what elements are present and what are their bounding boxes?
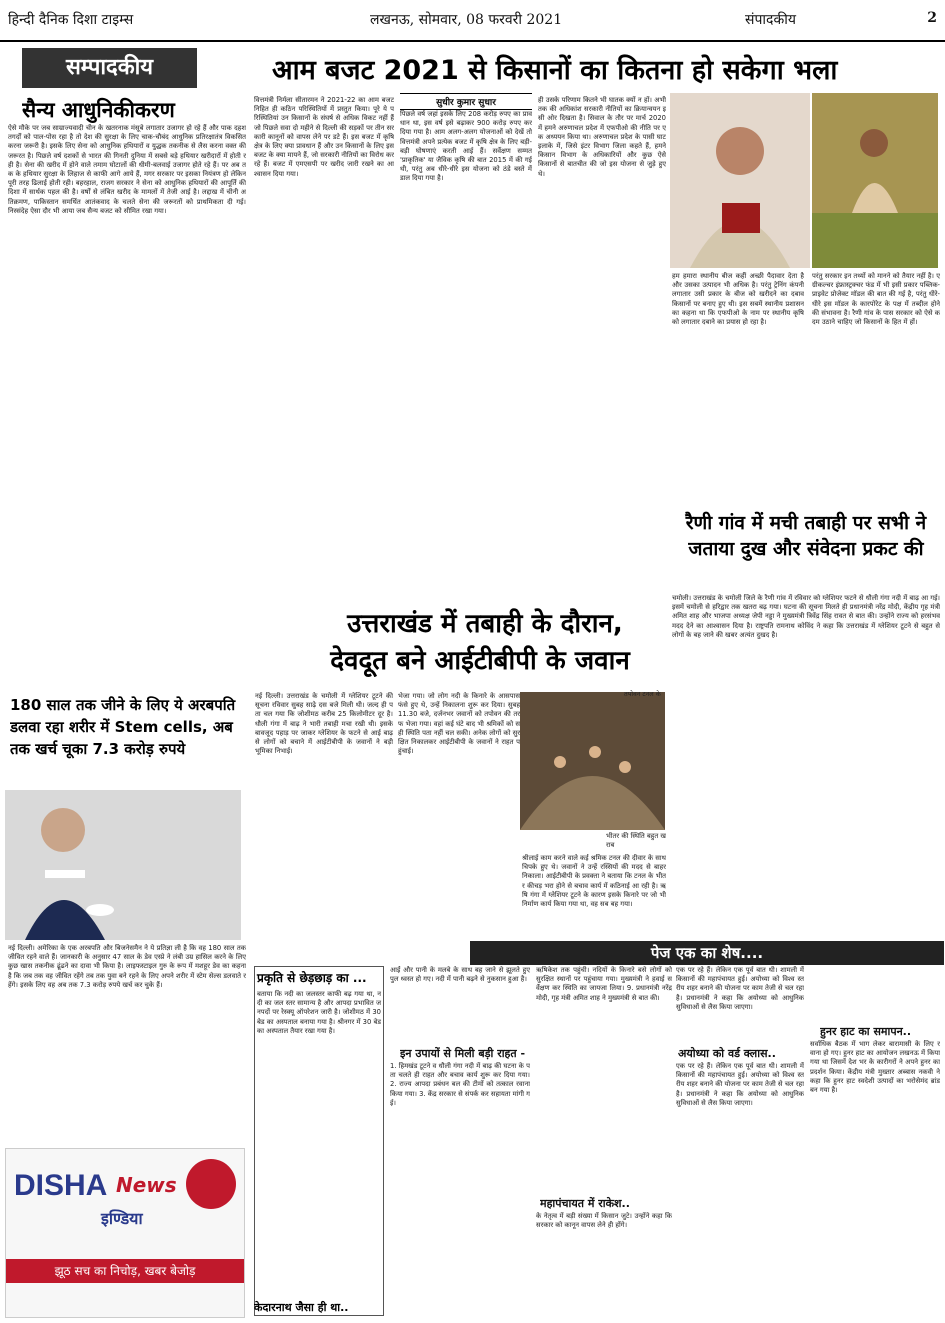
editorial-banner: सम्पादकीय <box>22 48 197 88</box>
budget-col3: ही उसके परिणाम कितने भी घातक क्यों न हों। अभी तक की अधिकांश सरकारी नीतियों का क्रियान्वयन इसी ओर दिखता है। सिवाल के तौर पर मार्च 2020 में हमने अरुणाचल प्रदेश में एफपीओ की नीति पर एक अध्ययन किया था। अरुणाचल प्रदेश के पासी घाट इलाके में, जिसे इंटर विभाग जिला कहते हैं, हमने किसान विभाग के अधिकारियों और कुछ ऐसे किसानों से बातचीत की जो इस योजना से जुड़े हुए थे। <box>538 96 666 178</box>
section-label: संपादकीय <box>745 12 796 28</box>
finance-minister-photo <box>670 93 810 268</box>
budget-byline: सुधीर कुमार सुधार <box>400 93 532 110</box>
nature-col2: आईं और पानी के मलबे के साथ बह जाने से झूलते हुए पुल ध्वस्त हो गए। नदी में पानी बढ़ने से नुकसान हुआ है। <box>390 966 530 984</box>
hunar-body: सर्वाधिक बैठक में भाग लेकर बारामासी के लिए रवाना हो गए। हुनर हाट का आयोजन लखनऊ में किया गया था जिसमें देश भर के कारीगरों ने अपने हुनर का प्रदर्शन किया। केंद्रीय मंत्री मुख्तार अब्बास नकवी ने कहा कि हुनर हाट स्वदेशी उत्पादों का भरोसेमंद ब्रांड बन गया है। <box>810 1040 940 1095</box>
ad-brand: DISHA <box>14 1169 108 1202</box>
person-portrait-icon <box>5 790 241 940</box>
uttarakhand-col2: भेजा गया। जो लोग नदी के किनारे के आसपास फंसे हुए थे, उन्हें निकालना शुरू कर दिया। सुबह 11.30 बजे, दर्जनभर जवानों को तपोवन की तरफ भेजा गया। वहां कई घंटे बाद भी श्रमिकों को सही स्थिति पता नहीं चल सकी। अनेक लोगों को सुरक्षित निकालकर आईटीबीपी के जवानों ने राहत पहुंचाई। <box>398 692 520 756</box>
budget-headline: आम बजट 2021 से किसानों का कितना हो सकेगा भला <box>272 55 838 86</box>
mahapanchayat-body: के नेतृत्व में बड़ी संख्या में किसान जुटे। उन्होंने कहा कि सरकार को कानून वापस लेने ही होंगे। <box>536 1212 672 1230</box>
paper-name: हिन्दी दैनिक दिशा टाइम्स <box>8 12 134 28</box>
nature-body: बताया कि नदी का जलस्तर काफी बढ़ गया था, नदी का जल स्तर सामान्य है और आपदा प्रभावित जनपदों पर रेस्क्यू ऑपरेशन जारी है। जोशीमठ में 30 बेड का अस्पताल बनाया गया है। श्रीनगर में 30 बेड का अस्पताल तैयार रखा गया है। <box>257 990 381 1035</box>
ayodhya-lead: एक पर रहे हैं। लेकिन एक पूर्व बात थी। शामली में किसानों की महापंचायत हुई। अयोध्या को विश्व स्तरीय शहर बनाने की योजना पर काम तेजी से चल रहा है। प्रधानमंत्री ने कहा कि अयोध्या को आधुनिक सुविधाओं से लैस किया जाएगा। <box>676 966 804 1011</box>
uttarakhand-col1: नई दिल्ली। उत्तराखंड के चमोली में ग्लेशियर टूटने की सूचना रविवार सुबह साढ़े दस बजे मिली थी। जल्द ही पता चल गया कि जोशीमठ करीब 25 किलोमीटर दूर है। धौली गंगा में बाढ़ ने भारी तबाही मचा रखी थी। इसके बावजूद पहाड़ पर जाकर ग्लेशियर के फटने से आई बाढ़ से लोगों को बचाने में आईटीबीपी के जवानों ने बड़ी भूमिका निभाई। <box>255 692 393 756</box>
budget-col1: वित्तमंत्री निर्मला सीतारमन ने 2021-22 का आम बजट निहित ही कठिन परिस्थितियों में प्रस्तुत किया। पूरे ये परिस्थितियां उन किसानों के संघर्ष से अधिक विकट नहीं हैं जो पिछले सवा दो महीने से दिल्ली की सड़कों पर तीन सरकारी कानूनों को वापस लेने पर डटे हैं। इस बजट में कृषि क्षेत्र के लिए क्या प्रावधान हैं और उन किसानों के लिए इस बजट के क्या मायने हैं, जो सरकारी नीतियों का विरोध कर रहे हैं। बजट में एमएसपी पर खरीद जारी रखने का आश्वासन दिया गया। <box>254 96 394 178</box>
tips-body: 1. हिमखंड टूटने व धौली गंगा नदी में बाढ़ की घटना के पता चलते ही राहत और बचाव कार्य शुरू कर दिया गया। 2. राज्य आपदा प्रबंधन बल की टीमों को तत्काल रवाना किया गया। 3. केंद्र सरकार से संपर्क कर सहायता मांगी गई। <box>390 1062 530 1107</box>
page-header <box>0 0 945 42</box>
mahapanchayat-title: महापंचायत में राकेश.. <box>540 1197 630 1210</box>
budget-col4: हम हमारा स्थानीय बीज कहीं अच्छी पैदावार देता है और उसका उत्पादन भी अधिक है। परंतु ट्रेनिंग कंपनी लगातार उसी प्रकार के बीज को खरीदने का दबाव किसानों पर बनाए हुए थी। इस सबमें स्थानीय प्रशासन का कहना था कि एफपीओ के नाम पर स्थानीय कृषि को लगातार दबाने का प्रयास हो रहा है। <box>672 272 804 327</box>
ad-subbrand: इण्डिया <box>101 1209 143 1228</box>
editorial-body: ऐसे मौके पर जब साम्राज्यवादी चीन के खतरनाक मंसूबे लगातार उजागर हो रहे हैं और पाक दहशतगर्दों को पाल-पोस रहा है तो देश की सुरक्षा के लिए चाक-चौबंद आधुनिक प्रतिरक्षातंत्र विकसित करना जरूरी है। इसके लिए सेना को आधुनिक हथियारों व युद्धक तकनीक से लैस करना वक्त की जरूरत है। पिछले वर्ष दशकों से भारत की गिनती दुनिया में सबसे बड़े हथियार खरीदारों में होती रही है। सेना की खरीद में होने वाले तमाम घोटालों की धीमी-बलवाई उजागर होते रहे हैं। पर अब तक के हथियार सुरक्षा के लिहाज से काफी आगे आये हैं, मगर सरकार पर इसका नियंत्रण हो लेकिन पूरी तरह ढिलाई होती रही। बहरहाल, राजग सरकार ने सेना को आधुनिक हथियारों की आपूर्ति की दिशा में सार्थक पहल की है। वर्षों से लंबित खरीद के मामलों में तेजी आई है। लद्दाख में चीनी अतिक्रमण, पाकिस्तान समर्थित आतंकवाद के चलते सेना की जरूरतों को प्राथमिकता दी गई। निस्संदेह ऐसा दौर भी आया जब सैन्य बजट को सीमित रखा गया। <box>8 124 246 215</box>
tips-title: इन उपायों से मिली बड़ी राहत - <box>400 1047 526 1060</box>
billionaire-photo <box>5 790 241 940</box>
rescue-workers-icon <box>520 692 665 830</box>
minister-portrait-icon <box>670 93 810 268</box>
stemcell-body: नई दिल्ली। अमेरिका के एक अरबपति और बिजनेसमैन ने ये प्रतिज्ञा ली है कि वह 180 साल तक जीवित रहने वाले हैं। जानकारी के अनुसार 47 साल के डेव एस्प्रे ने लंबी उम्र हासिल करने के लिए कुछ खास तकनीक ढूंढने का दावा भी किया है। लाइफस्टाइल गुरु के रूप में मशहूर डेव का कहना है कि जब तक वह जीवित रहेंगे तब तक युवा बने रहने के लिए अपने शरीर में स्टेम सेल्स डलवाते रहेंगे। इसके लिए वह अब तक 7.3 करोड़ रुपये खर्च कर चुके हैं। <box>8 944 246 989</box>
uttarakhand-headline-2: देवदूत बने आईटीबीपी के जवान <box>330 646 630 676</box>
nature-box <box>254 966 384 1316</box>
kedarnath-title: केदारनाथ जैसा ही था.. <box>254 1301 349 1314</box>
uttarakhand-col3: श्रीलाई काम करने वाले कई श्रमिक टनल की दीवार के साथ चिपके हुए थे। जवानों ने उन्हें रस्सियों की मदद से बाहर निकाला। आईटीबीपी के प्रवक्ता ने बताया कि टनल के भीतर कीचड़ भरा होने से बचाव कार्य में कठिनाई आ रही है। ऋषि गंगा में ग्लेशियर टूटने के कारण इसके किनारे पर जो भी निर्माण कार्य किया गया था, वह सब बह गया। <box>522 854 666 909</box>
editorial-title: सैन्य आधुनिकीकरण <box>22 98 175 122</box>
tunnel-rescue-photo <box>520 692 665 830</box>
colc-body: ऋषिकेश तक पहुंची। नदियों के किनारे बसे लोगों को सुरक्षित स्थानों पर पहुंचाया गया। मुख्यमंत्री ने हवाई सर्वेक्षण कर स्थिति का जायजा लिया। 9. प्रधानमंत्री नरेंद्र मोदी, गृह मंत्री अमित शाह ने मुख्यमंत्री से बात की। <box>536 966 672 1002</box>
budget-col2: पिछले वर्ष जहां इसके लिए 208 करोड़ रुपए का प्रावधान था, इस वर्ष इसे बढ़ाकर 900 करोड़ रुपए कर दिया गया है। आम अलग-अलग योजनाओं को देखें तो वित्तमंत्री अपने प्रत्येक बजट में कृषि क्षेत्र के लिए बड़ी-बड़ी घोषणाएं करती आई हैं। सर्वेक्षण सम्मत 'प्राकृतिक' या जैविक कृषि की बात 2015 में की गई थी, परंतु अब धीरे-धीरे इस योजना को ठंडे बस्ते में डाल दिया गया है। <box>400 110 532 183</box>
farmer-field-photo <box>812 93 938 268</box>
ad-tagline: झूठ सच का निचोड़, खबर बेजोड़ <box>6 1259 244 1283</box>
microphone-icon <box>186 1159 236 1209</box>
stemcell-headline: 180 साल तक जीने के लिए ये अरबपति डलवा रहा शरीर में Stem cells, अब तक खर्च चूका 7.3 करोड़ रुपये <box>10 696 236 758</box>
page-number: 2 <box>927 10 937 26</box>
raini-body: चमोली। उत्तराखंड के चमोली जिले के रैणी गांव में रविवार को ग्लेशियर फटने से धौली गंगा नदी में बाढ़ आ गई। इसमें चमोली से हरिद्वार तक खतरा बढ़ गया। घटना की सूचना मिलते ही प्रधानमंत्री नरेंद्र मोदी, केंद्रीय गृह मंत्री अमित शाह और भाजपा अध्यक्ष जेपी नड्डा ने मुख्यमंत्री त्रिवेंद्र सिंह रावत से बात की। उन्होंने राज्य को हरसंभव मदद देने का आश्वासन दिया है। राष्ट्रपति रामनाथ कोविंद ने कहा कि उत्तराखंड में ग्लेशियर टूटने से बहुत से लोगों के बह जाने की खबर अत्यंत दुखद है। <box>672 594 940 639</box>
hunar-title: हुनर हाट का समापन.. <box>820 1025 912 1038</box>
ad-brand-2: News <box>116 1173 177 1197</box>
disha-news-ad <box>5 1148 245 1318</box>
continued-strip: पेज एक का शेष.... <box>470 941 944 965</box>
tunnel-caption: तपोवन टनल के <box>624 690 661 698</box>
nature-title: प्रकृति से छेड़छाड़ का ... <box>257 971 367 985</box>
rescue-caption: भीतर की स्थिति बहुत खराब <box>606 832 666 850</box>
ayodhya-body: एक पर रहे हैं। लेकिन एक पूर्व बात थी। शामली में किसानों की महापंचायत हुई। अयोध्या को विश्व स्तरीय शहर बनाने की योजना पर काम तेजी से चल रहा है। प्रधानमंत्री ने कहा कि अयोध्या को आधुनिक सुविधाओं से लैस किया जाएगा। <box>676 1062 804 1107</box>
dateline: लखनऊ, सोमवार, 08 फरवरी 2021 <box>370 12 563 28</box>
farmer-icon <box>812 93 938 268</box>
uttarakhand-headline-1: उत्तराखंड में तबाही के दौरान, <box>347 609 623 639</box>
raini-headline: रैणी गांव में मची तबाही पर सभी ने जताया दुख और संवेदना प्रकट की <box>685 512 927 560</box>
ayodhya-title: अयोध्या को वर्ड क्लास.. <box>678 1047 776 1060</box>
budget-col5: परंतु सरकार इन तथ्यों को मानने को तैयार नहीं है। एग्रीकल्चर इंफ्रास्ट्रक्चर फंड में भी इसी प्रकार पब्लिक-प्राइवेट प्रोजेक्ट मॉडल की बात की गई है, परंतु धीरे-धीरे इस मॉडल के कारपोरेट के पक्ष में तब्दील होने की संभावना है। रैणी गांव के पास सरकार को ऐसे कदम उठाने चाहिए जो किसानों के हित में हों। <box>812 272 940 327</box>
